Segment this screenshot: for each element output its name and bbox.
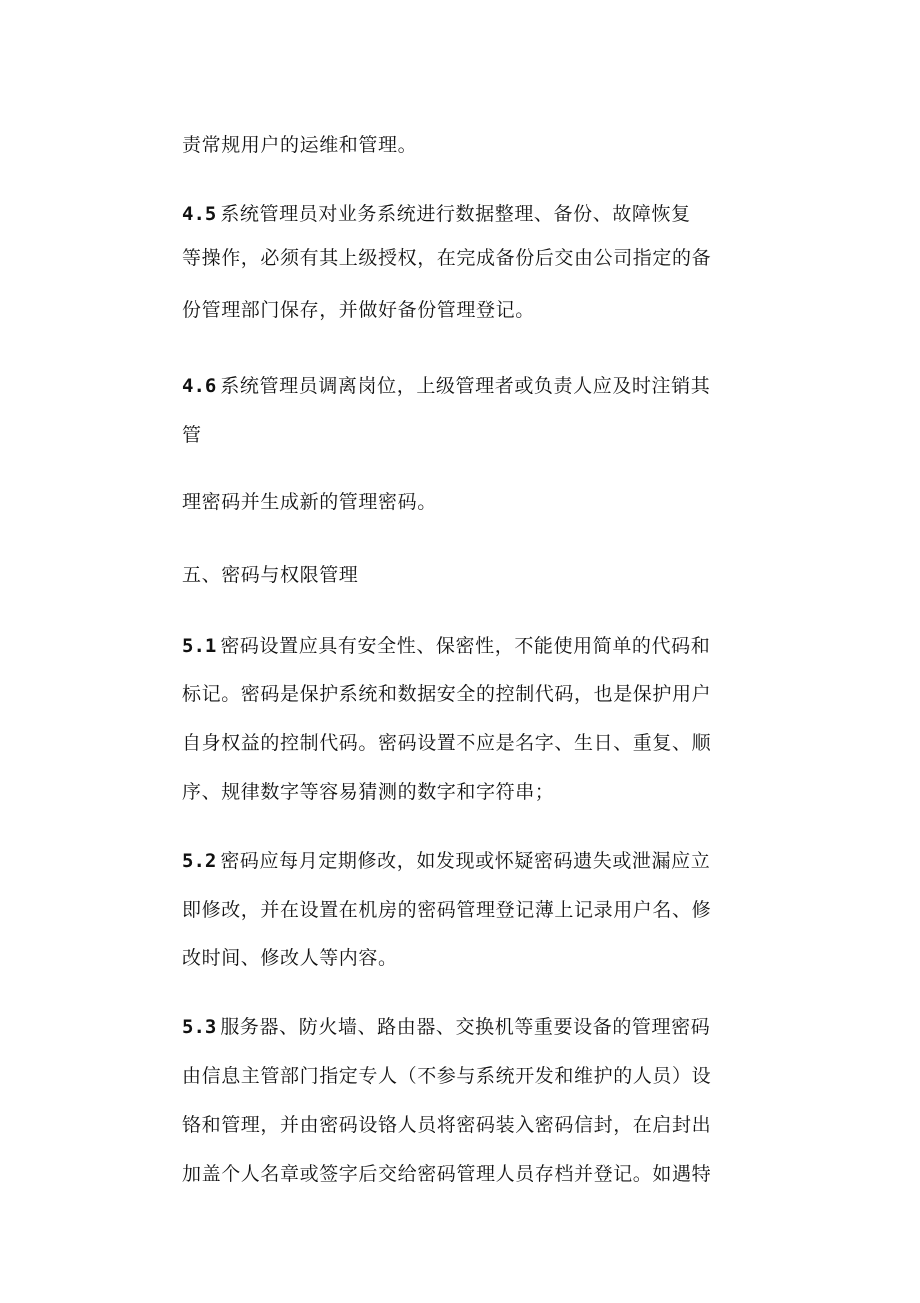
text-line xyxy=(182,133,417,157)
clause-number: 4.6 xyxy=(182,375,217,397)
line-text: 份管理部门保存，并做好备份管理登记。 xyxy=(182,299,535,321)
text-line xyxy=(182,1113,711,1137)
text-line xyxy=(182,634,710,658)
text-line xyxy=(182,849,710,873)
text-line xyxy=(182,946,398,970)
line-text: 序、规律数字等容易猜测的数字和字符串； xyxy=(182,781,555,803)
clause-number: 5.1 xyxy=(182,635,217,657)
line-text: 标记。密码是保护系统和数据安全的控制代码，也是保护用户 xyxy=(182,683,712,705)
text-line xyxy=(182,1015,710,1039)
text-line xyxy=(182,246,711,270)
line-text: 加盖个人名章或签字后交给密码管理人员存档并登记。如遇特 xyxy=(182,1163,712,1185)
clause-number: 5.2 xyxy=(182,850,217,872)
text-line xyxy=(182,423,202,447)
text-line xyxy=(182,374,710,398)
line-text: 系统管理员调离岗位，上级管理者或负责人应及时注销其 xyxy=(220,375,711,397)
text-line xyxy=(182,490,437,514)
line-text: 管 xyxy=(182,424,202,446)
text-line xyxy=(182,780,554,804)
line-text: 铬和管理，并由密码设铬人员将密码装入密码信封，在启封出 xyxy=(182,1114,712,1136)
line-text: 服务器、防火墙、路由器、交换机等重要设备的管理密码 xyxy=(220,1016,711,1038)
clause-number: 5.3 xyxy=(182,1016,217,1038)
section-heading xyxy=(182,563,358,587)
text-line xyxy=(182,731,711,755)
text-line xyxy=(182,682,711,706)
line-text: 改时间、修改人等内容。 xyxy=(182,947,398,969)
line-text: 等操作，必须有其上级授权，在完成备份后交由公司指定的备 xyxy=(182,247,712,269)
line-text: 理密码并生成新的管理密码。 xyxy=(182,491,437,513)
text-line xyxy=(182,298,535,322)
clause-number: 4.5 xyxy=(182,203,217,225)
line-text: 即修改，并在设置在机房的密码管理登记薄上记录用户名、修 xyxy=(182,899,712,921)
text-line xyxy=(182,1162,711,1186)
text-line xyxy=(182,202,691,226)
line-text: 由信息主管部门指定专人（不参与系统开发和维护的人员）设 xyxy=(182,1065,712,1087)
line-text: 密码设置应具有安全性、保密性，不能使用简单的代码和 xyxy=(220,635,711,657)
line-text: 五、密码与权限管理 xyxy=(182,564,359,586)
line-text: 密码应每月定期修改，如发现或怀疑密码遗失或泄漏应立 xyxy=(220,850,711,872)
line-text: 责常规用户的运维和管理。 xyxy=(182,134,418,156)
text-line xyxy=(182,898,711,922)
line-text: 自身权益的控制代码。密码设置不应是名字、生日、重复、顺 xyxy=(182,732,712,754)
text-line xyxy=(182,1064,711,1088)
line-text: 系统管理员对业务系统进行数据整理、备份、故障恢复 xyxy=(220,203,691,225)
